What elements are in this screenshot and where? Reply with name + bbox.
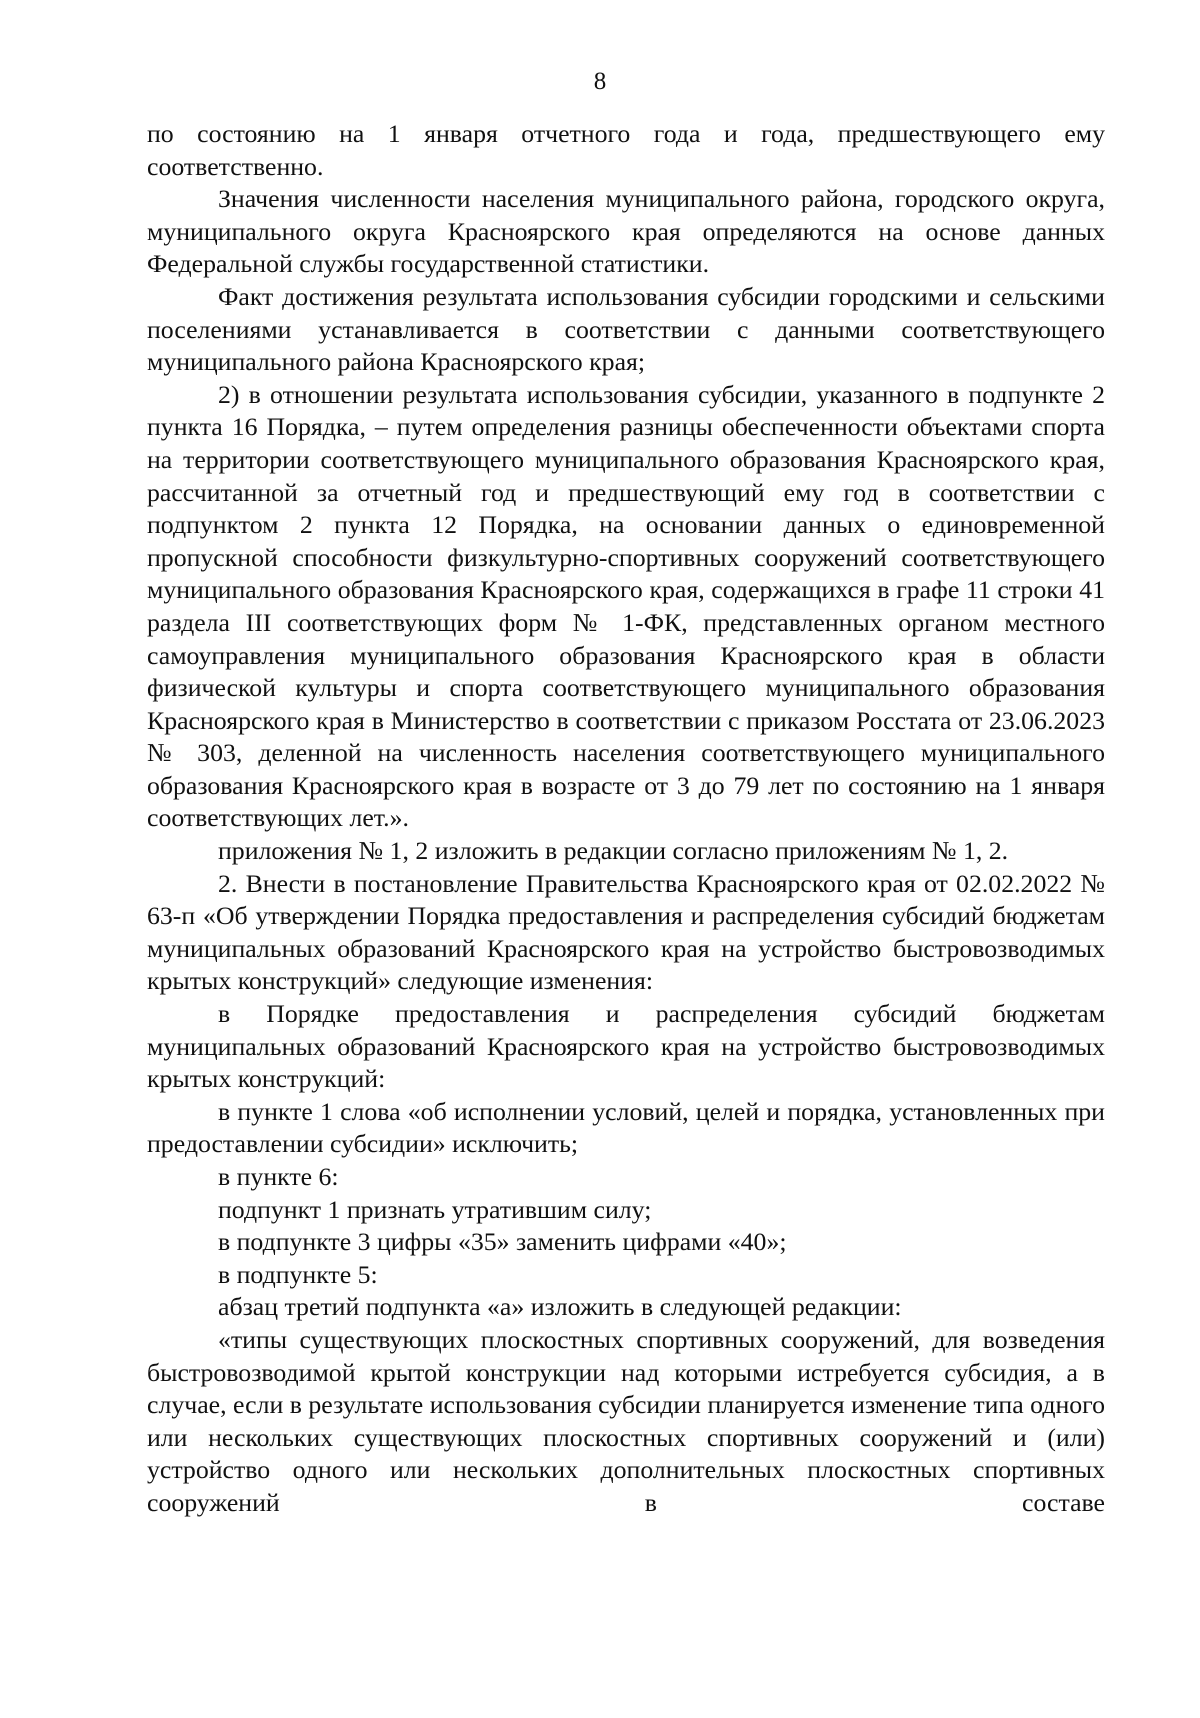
- paragraph: в Порядке предоставления и распределения субсидий бюджетам муниципальных образований Красноярского края на устройство быстровозводимых крытых конструкций:: [147, 999, 1105, 1094]
- paragraph: подпункт 1 признать утратившим силу;: [218, 1194, 652, 1224]
- paragraph: Значения численности населения муниципального района, городского округа, муниципального округа Красноярского края определяются на основе данных Федеральной службы государственной статистики.: [147, 184, 1105, 279]
- paragraph: абзац третий подпункта «а» изложить в следующей редакции:: [218, 1292, 902, 1322]
- paragraph: Факт достижения результата использования субсидии городскими и сельскими поселениями устанавливается в соответствии с данными соответствующего муниципального района Красноярского края;: [147, 281, 1105, 377]
- paragraph: «типы существующих плоскостных спортивных сооружений, для возведения быстровозводимой крытой конструкции над которыми истребуется субсидия, а в случае, если в результате использования субсидии планируется изменение типа одного или нескольких существующих плоскостных спортивных сооружений и (или) устройство одного или нескольких дополнительных плоскостных спортивных сооружений в составе: [147, 1324, 1105, 1517]
- paragraph: в пункте 1 слова «об исполнении условий, целей и порядка, установленных при предоставлении субсидии» исключить;: [147, 1096, 1105, 1159]
- paragraph: в подпункте 5:: [218, 1259, 378, 1289]
- paragraph: приложения № 1, 2 изложить в редакции согласно приложениям № 1, 2.: [218, 836, 1009, 866]
- paragraph: 2. Внести в постановление Правительства Красноярского края от 02.02.2022 № 63-п «Об утверждении Порядка предоставления и распределения субсидий бюджетам муниципальных образований Красноярского края на устройство быстровозводимых крытых конструкций» следующие изменения:: [147, 868, 1105, 996]
- paragraph: по состоянию на 1 января отчетного года и года, предшествующего ему соответственно.: [147, 119, 1105, 181]
- paragraph: в пункте 6:: [218, 1162, 339, 1191]
- document-body: [147, 118, 1105, 1520]
- paragraph: 2) в отношении результата использования субсидии, указанного в подпункте 2 пункта 16 Порядка, – путем определения разницы обеспеченности объектами спорта на территории соответствующего муниципального образования Красноярского края, рассчитанной за отчетный год и предшествующий ему год в соответствии с подпунктом 2 пункта 12 Порядка, на основании данных о единовременной пропускной способности физкультурно-спортивных сооружений соответствующего муниципального образования Красноярского края, содержащихся в графе 11 строки 41 раздела III соответствующих форм № 1-ФК, представленных органом местного самоуправления муниципального образования Красноярского края в области физической культуры и спорта соответствующего муниципального образования Красноярского края в Министерство в соответствии с приказом Росстата от 23.06.2023 № 303, деленной на численность населения соответствующего муниципального образования Красноярского края в возрасте от 3 до 79 лет по состоянию на 1 января соответствующих лет.».: [147, 379, 1105, 833]
- paragraph: в подпункте 3 цифры «35» заменить цифрами «40»;: [218, 1227, 787, 1257]
- page-number: 8: [593, 68, 607, 95]
